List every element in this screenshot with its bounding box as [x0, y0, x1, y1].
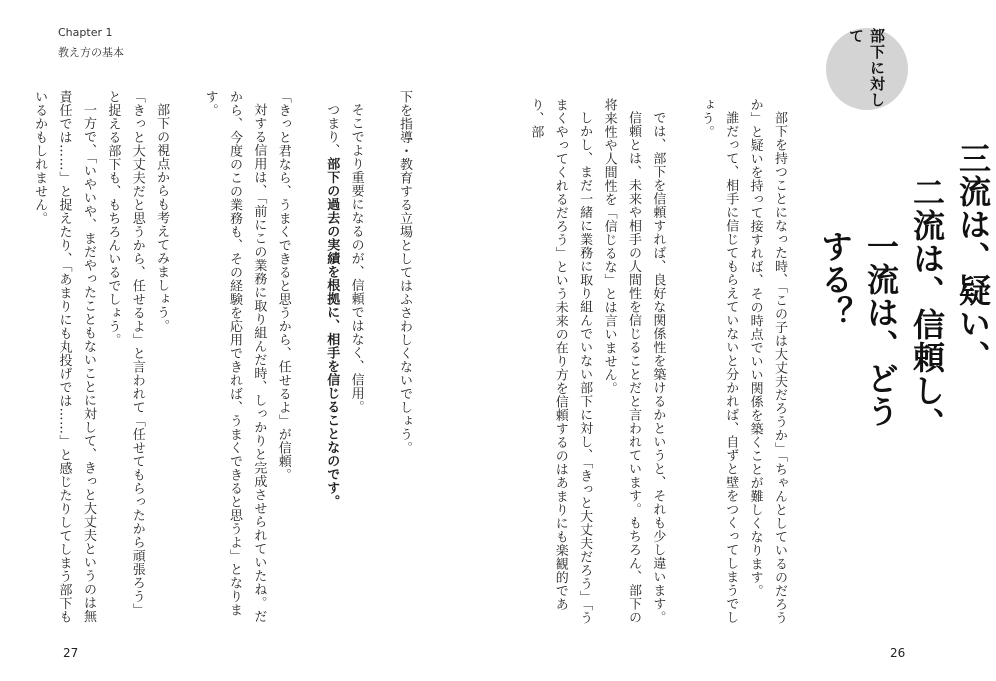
title-line-2: 二流は、信頼し、: [908, 176, 946, 440]
body-paragraph: 一方で、「いやいや、まだやったこともないことに対して、きっと大丈夫というのは無責任では……」と捉えたり、「あまりにも丸投げでは……」と感じたりしてしまう部下もいるかもしれません。: [32, 90, 96, 624]
key-sentence-lead: つまり、: [324, 103, 340, 157]
badge-text: 部下に対して: [847, 28, 886, 108]
key-sentence-bold: 部下の過去の実績を根拠に、相手を信じることなのです。: [324, 157, 340, 508]
body-paragraph: 部下を持つことになった時、「この子は大丈夫だろうか」「ちゃんとしているのだろうか」と疑いを持って接すれば、その時点でいい関係を築くことが難しくなります。: [747, 98, 787, 625]
section-label: 教え方の基本: [58, 46, 124, 59]
title-line-1: 三流は、疑い、: [954, 142, 992, 373]
body-paragraph: そこでより重要になるのが、信頼ではなく、信用。: [348, 103, 364, 414]
right-page-body: [528, 98, 791, 628]
body-paragraph: では、部下を信頼すれば、良好な関係性を築けるかというと、それも少し違います。: [650, 111, 666, 624]
page-number-right: 26: [890, 646, 906, 660]
page-number-left: 27: [63, 646, 79, 660]
chapter-label: Chapter 1: [58, 26, 113, 39]
paragraph-gap: [669, 98, 693, 122]
paragraph-gap: [295, 90, 319, 114]
left-page-body: [32, 90, 416, 628]
body-paragraph: しかし、まだ一緒に業務に取り組んでいない部下に対し、「きっと大丈夫だろう」「うまくやってくれるだろう」という未来の在り方を信頼するのはあまりにも楽観的であり、部: [528, 98, 593, 625]
body-paragraph: 対する信用は、「前にこの業務に取り組んだ時、しっかりと完成させられていたね。だから、今度のこの業務も、その経験を応用できれば、うまくできると思うよ」となります。: [202, 90, 267, 623]
section-badge: [826, 28, 908, 110]
body-paragraph: 誰だって、相手に信じてもらえていないと分かれば、自ずと壁をつくってしまうでしょう。: [698, 98, 739, 624]
body-paragraph: 下を指導・教育する立場としてはふさわしくないでしょう。: [397, 90, 412, 455]
body-paragraph: 「きっと君なら、うまくできると思うから、任せるよ」が信頼。: [275, 90, 291, 482]
paragraph-gap: [173, 90, 197, 114]
body-paragraph: 信頼とは、未来や相手の人間性を信じることだと言われています。もちろん、部下の将来性や人間性を「信じるな」とは言いません。: [601, 98, 641, 624]
key-sentence: [319, 90, 343, 628]
title-line-3: 一流は、どうする？: [816, 230, 900, 428]
page-title: [812, 142, 996, 442]
body-paragraph: 「きっと大丈夫だと思うから、任せるよ」と言われて「任せてもらったから頑張ろう」と捉える部下も、もちろんいるでしょう。: [105, 90, 145, 617]
body-paragraph: 部下の視点からも考えてみましょう。: [154, 103, 170, 333]
paragraph-gap: [368, 90, 392, 114]
